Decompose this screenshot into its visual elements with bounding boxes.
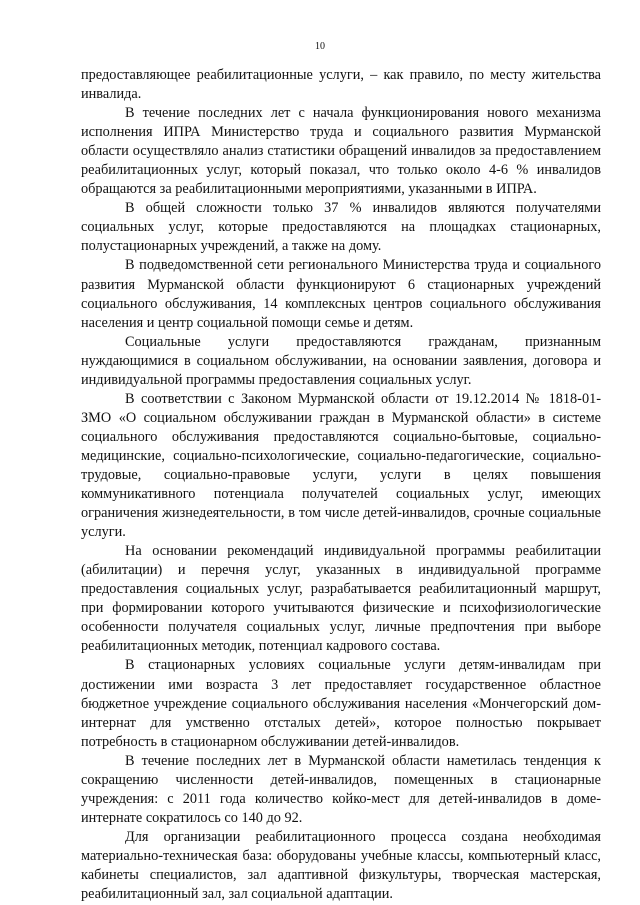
- paragraph-eligibility: Социальные услуги предоставляются гражданам, признанным нуждающимися в социальном обслуживании, на основании заявления, договора и индивидуальной программы предоставления социальных услуг.: [81, 333, 601, 388]
- paragraph-reduction-trend: В течение последних лет в Мурманской области наметилась тенденция к сокращению численности детей-инвалидов, помещенных в стационарные учреждения: с 2011 года количество койко-мест для детей-инвалидов в доме-интернате сократилось со 140 до 92.: [81, 752, 601, 826]
- page-number: 10: [315, 41, 325, 52]
- paragraph-ipra-analysis: В течение последних лет с начала функционирования нового механизма исполнения ИПРА Министерство труда и социального развития Мурманской области осуществляло анализ статистики обращений инвалидов за предоставлением реабилитационных услуг, который показал, что только около 4-6 % инвалидов обращаются за реабилитационными мероприятиями, указанными в ИПРА.: [81, 105, 601, 198]
- document-body: [81, 66, 601, 904]
- paragraph-law-reference: В соответствии с Законом Мурманской области от 19.12.2014 № 1818-01-ЗМО «О социальном обслуживании граждан в Мурманской области» в системе социального обслуживания предоставляются социально-бытовые, социально-медицинские, социально-психологические, социально-педагогические, социально-трудовые, социально-правовые услуги, услуги в целях повышения коммуникативного потенциала получателей социальных услуг, имеющих ограничения жизнедеятельности, в том числе детей-инвалидов, срочные социальные услуги.: [81, 390, 601, 541]
- paragraph-residential-care: В стационарных условиях социальные услуги детям-инвалидам при достижении ими возраста 3 лет предоставляет государственное областное бюджетное учреждение социального обслуживания населения «Мончегорский дом-интернат для умственно отсталых детей», которое полностью покрывает потребность в стационарном обслуживании детей-инвалидов.: [81, 657, 601, 750]
- paragraph-social-services-share: В общей сложности только 37 % инвалидов являются получателями социальных услуг, которые предоставляются на площадках стационарных, полустационарных учреждений, а также на дому.: [81, 200, 601, 255]
- paragraph-institution-network: В подведомственной сети регионального Министерства труда и социального развития Мурманской области функционируют 6 стационарных учреждений социального обслуживания, 14 комплексных центров социального обслуживания населения и центр социальной помощи семье и детям.: [81, 257, 601, 331]
- paragraph-rehabilitation-route: На основании рекомендаций индивидуальной программы реабилитации (абилитации) и перечня услуг, указанных в индивидуальной программе предоставления социальных услуг, разрабатывается реабилитационный маршрут, при формировании которого учитываются физические и психофизиологические особенности получателя социальных услуг, личные предпочтения при выборе реабилитационных методик, потенциал кадрового состава.: [81, 543, 601, 655]
- paragraph-material-base: Для организации реабилитационного процесса создана необходимая материально-техническая база: оборудованы учебные классы, компьютерный класс, кабинеты специалистов, зал адаптивной физкультуры, творческая мастерская, реабилитационный зал, зал социальной адаптации.: [81, 828, 601, 903]
- paragraph-continuation: предоставляющее реабилитационные услуги, – как правило, по месту жительства инвалида.: [81, 67, 601, 103]
